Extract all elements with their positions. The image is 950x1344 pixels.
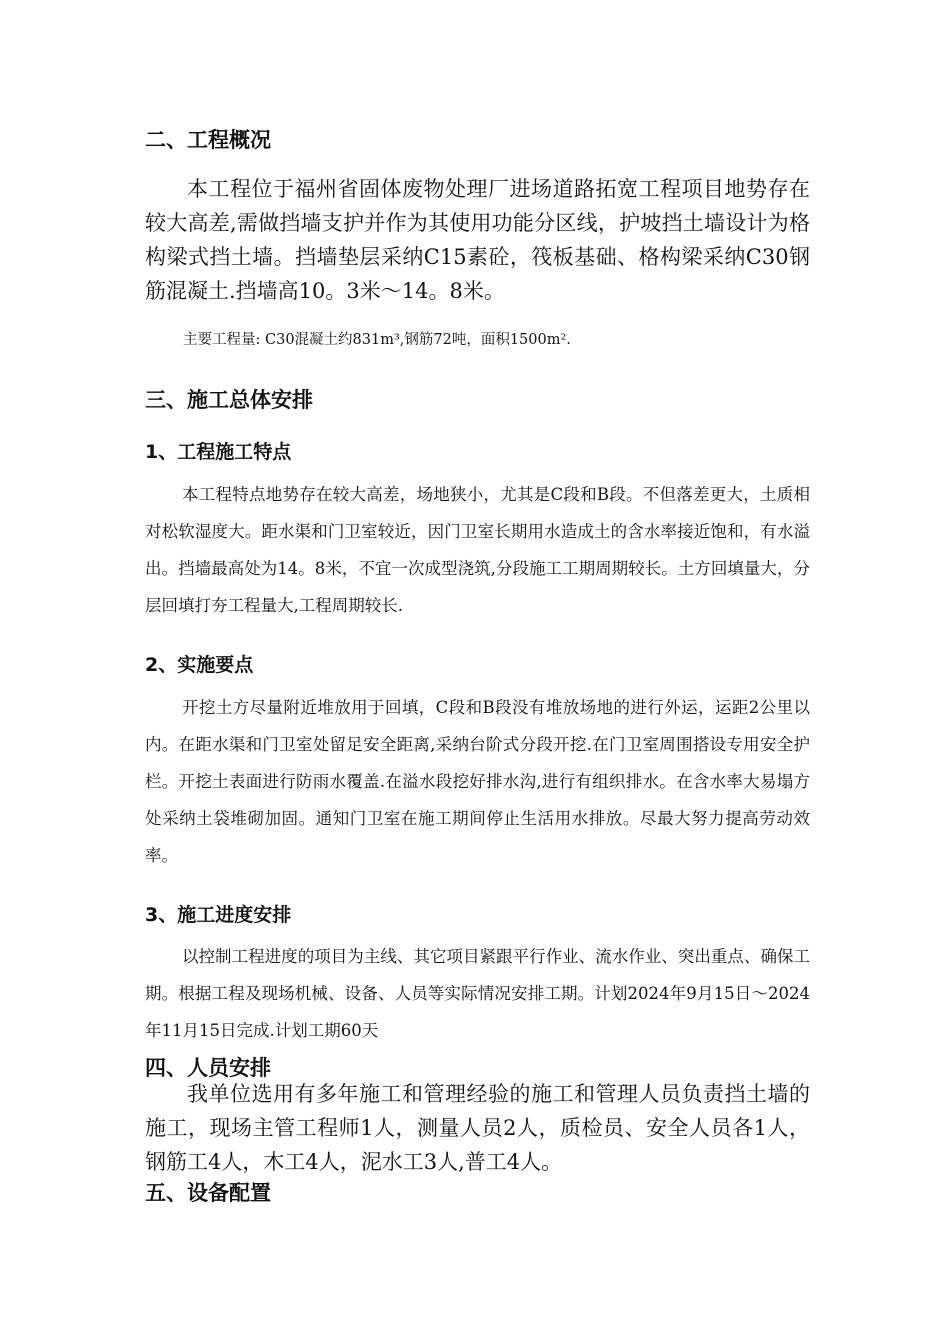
subsection-title-schedule: 3、施工进度安排	[145, 904, 292, 926]
subsection-title-key-points: 2、实施要点	[145, 654, 254, 676]
features-paragraph: 本工程特点地势存在较大高差，场地狭小，尤其是C段和B段。不但落差更大，土质相对松软湿度大。距水渠和门卫室较近，因门卫室长期用水造成土的含水率接近饱和，有水溢出。挡墙最高处为14。8米，不宜一次成型浇筑,分段施工工期周期较长。土方回填量大，分层回填打夯工程量大,工程周期较长.	[145, 485, 810, 615]
section-title-personnel: 四、人员安排	[145, 1056, 271, 1080]
subsection-title-features: 1、工程施工特点	[145, 441, 292, 463]
quantities-paragraph: 主要工程量: C30混凝土约831m³,钢筋72吨，面积1500m².	[183, 332, 571, 348]
key-points-paragraph: 开挖土方尽量附近堆放用于回填，C段和B段没有堆放场地的进行外运，运距2公里以内。在距水渠和门卫室处留足安全距离,采纳台阶式分段开挖.在门卫室周围搭设专用安全护栏。开挖土表面进行防雨水覆盖.在溢水段挖好排水沟,进行有组织排水。在含水率大易塌方处采纳土袋堆砌加固。通知门卫室在施工期间停止生活用水排放。尽最大努力提高劳动效率。	[145, 698, 810, 865]
personnel-paragraph: 我单位选用有多年施工和管理经验的施工和管理人员负责挡土墙的施工，现场主管工程师1人，测量人员2人，质检员、安全人员各1人，钢筋工4人，木工4人，泥水工3人,普工4人。	[145, 1082, 810, 1174]
section-title-arrangement: 三、施工总体安排	[145, 388, 313, 412]
section-title-overview: 二、工程概况	[145, 128, 271, 152]
schedule-paragraph: 以控制工程进度的项目为主线、其它项目紧跟平行作业、流水作业、突出重点、确保工期。根据工程及现场机械、设备、人员等实际情况安排工期。计划2024年9月15日～2024年11月15日完成.计划工期60天	[145, 947, 810, 1040]
overview-paragraph: 本工程位于福州省固体废物处理厂进场道路拓宽工程项目地势存在较大高差,需做挡墙支护并作为其使用功能分区线，护坡挡土墙设计为格构梁式挡土墙。挡墙垫层采纳C15素砼，筏板基础、格构梁采纳C30钢筋混凝土.挡墙高10。3米～14。8米。	[145, 177, 810, 303]
section-title-equipment: 五、设备配置	[145, 1181, 271, 1205]
